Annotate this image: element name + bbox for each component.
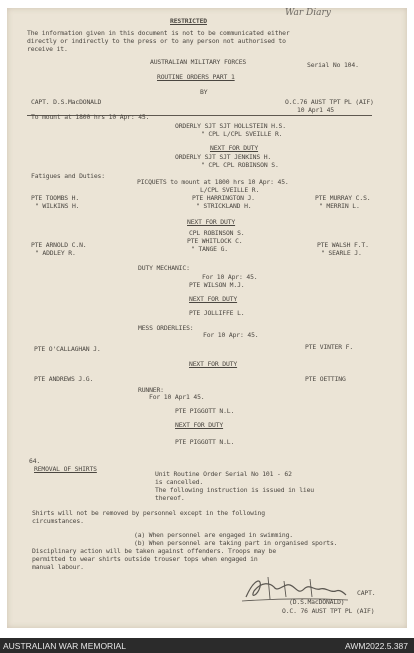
issuing-officer: CAPT. D.S.MacDONALD: [31, 98, 102, 106]
next-mess-orderly-name: PTE OETTING: [305, 375, 346, 383]
signature-rank: CAPT.: [357, 589, 376, 597]
forces-heading: AUSTRALIAN MILITARY FORCES: [150, 58, 247, 66]
orders-title: ROUTINE ORDERS PART 1: [157, 73, 235, 81]
mess-orderly-name: PTE VINTER F.: [305, 343, 354, 351]
next-mess-orderly-name: PTE ANDREWS J.G.: [34, 375, 94, 383]
fatigues-heading: Fatigues and Duties:: [31, 172, 105, 180]
disciplinary-text: manual labour.: [32, 563, 84, 571]
notice-line: directly or indirectly to the press or to any person not authorised to: [27, 37, 286, 45]
picket-name: PTE TOOMBS H.: [31, 194, 80, 202]
next-picket-name: " TANGE G.: [191, 245, 228, 253]
picket-name: " WILKINS H.: [35, 202, 80, 210]
runner-date: For 10 Apr1 45.: [149, 393, 205, 401]
handwritten-note: War Diary: [285, 8, 331, 18]
next-picket-name: " ADDLEY R.: [35, 249, 76, 257]
order-date: 10 Apr1 45: [297, 106, 334, 114]
next-picket-name: PTE WHITLOCK C.: [187, 237, 243, 245]
document-paper: [7, 8, 407, 628]
next-picket-corporal: CPL ROBINSON S.: [189, 229, 245, 237]
restricted-heading: RESTRICTED: [170, 17, 207, 25]
next-for-duty-heading: NEXT FOR DUTY: [210, 144, 259, 152]
by-line: BY: [200, 88, 208, 96]
unit-order-line: thereof.: [155, 494, 185, 502]
picket-name: " MERRIN L.: [319, 202, 360, 210]
mount-line: To mount at 1800 hrs 10 Apr: 45.: [31, 113, 150, 121]
orderly-sergeant: ORDERLY SJT SJT HOLLSTEIN H.S.: [175, 122, 286, 130]
duty-mechanic-heading: DUTY MECHANIC:: [138, 264, 190, 272]
orderly-corporal: " CPL L/CPL SVEILLE R.: [201, 130, 283, 138]
mess-orderlies-heading: MESS ORDERLIES:: [138, 324, 194, 332]
next-for-duty-heading: NEXT FOR DUTY: [187, 218, 236, 226]
runner-heading: RUNNER:: [138, 386, 164, 394]
runner-name: PTE PIGGOTT N.L.: [175, 407, 235, 415]
item-number: 64.: [29, 457, 41, 465]
duty-mechanic-name: PTE WILSON M.J.: [189, 281, 245, 289]
next-runner-name: PTE PIGGOTT N.L.: [175, 438, 235, 446]
disciplinary-text: permitted to wear shirts outside trouser tops when engaged in: [32, 555, 258, 563]
condition-a: (a) When personnel are engaged in swimming.: [134, 531, 293, 539]
notice-line: The information given in this document is not to be communicated either: [27, 29, 290, 37]
unit-order-line: The following instruction is issued in lieu: [155, 486, 314, 494]
picket-name: " STRICKLAND H.: [196, 202, 252, 210]
disciplinary-text: Disciplinary action will be taken against offenders. Troops may be: [32, 547, 277, 555]
condition-b: (b) When personnel are taking part in organised sports.: [134, 539, 338, 547]
signature-name: (D.S.MacDONALD): [289, 598, 345, 606]
officer-unit: O.C.76 AUST TPT PL (AIF): [285, 98, 374, 106]
footer-left-text: AUSTRALIAN WAR MEMORIAL: [3, 641, 126, 651]
serial-number: Serial No 104.: [307, 61, 359, 69]
footer-right-text: AWM2022.5.387: [345, 641, 408, 651]
signature-unit: O.C. 76 AUST TPT PL (AIF): [282, 607, 375, 615]
unit-order-line: Unit Routine Order Serial No 101 - 62: [155, 470, 292, 478]
next-orderly-sergeant: ORDERLY SJT SJT JENKINS H.: [175, 153, 272, 161]
next-for-duty-heading: NEXT FOR DUTY: [189, 295, 238, 303]
footer-bar: [0, 638, 414, 653]
removal-of-shirts-heading: REMOVAL OF SHIRTS: [34, 465, 97, 473]
unit-order-line: is cancelled.: [155, 478, 204, 486]
shirts-instruction: Shirts will not be removed by personnel except in the following: [32, 509, 265, 517]
shirts-instruction: circumstances.: [32, 517, 84, 525]
next-picket-name: PTE ARNOLD C.N.: [31, 241, 87, 249]
picket-name: PTE HARRINGTON J.: [192, 194, 255, 202]
next-orderly-corporal: " CPL CPL ROBINSON S.: [201, 161, 279, 169]
notice-line: receive it.: [27, 45, 68, 53]
next-for-duty-heading: NEXT FOR DUTY: [189, 360, 238, 368]
next-picket-name: PTE WALSH F.T.: [317, 241, 369, 249]
mess-orderly-name: PTE O'CALLAGHAN J.: [34, 345, 101, 353]
mess-orderlies-date: For 10 Apr: 45.: [203, 331, 259, 339]
next-mechanic-name: PTE JOLLIFFE L.: [189, 309, 245, 317]
pickets-line: PICQUETS to mount at 1800 hrs 10 Apr: 45.: [137, 178, 289, 186]
picket-corporal: L/CPL SVEILLE R.: [200, 186, 260, 194]
duty-mechanic-date: For 10 Apr: 45.: [202, 273, 258, 281]
picket-name: PTE MURRAY C.S.: [315, 194, 371, 202]
next-picket-name: " SEARLE J.: [321, 249, 362, 257]
next-for-duty-heading: NEXT FOR DUTY: [175, 421, 224, 429]
